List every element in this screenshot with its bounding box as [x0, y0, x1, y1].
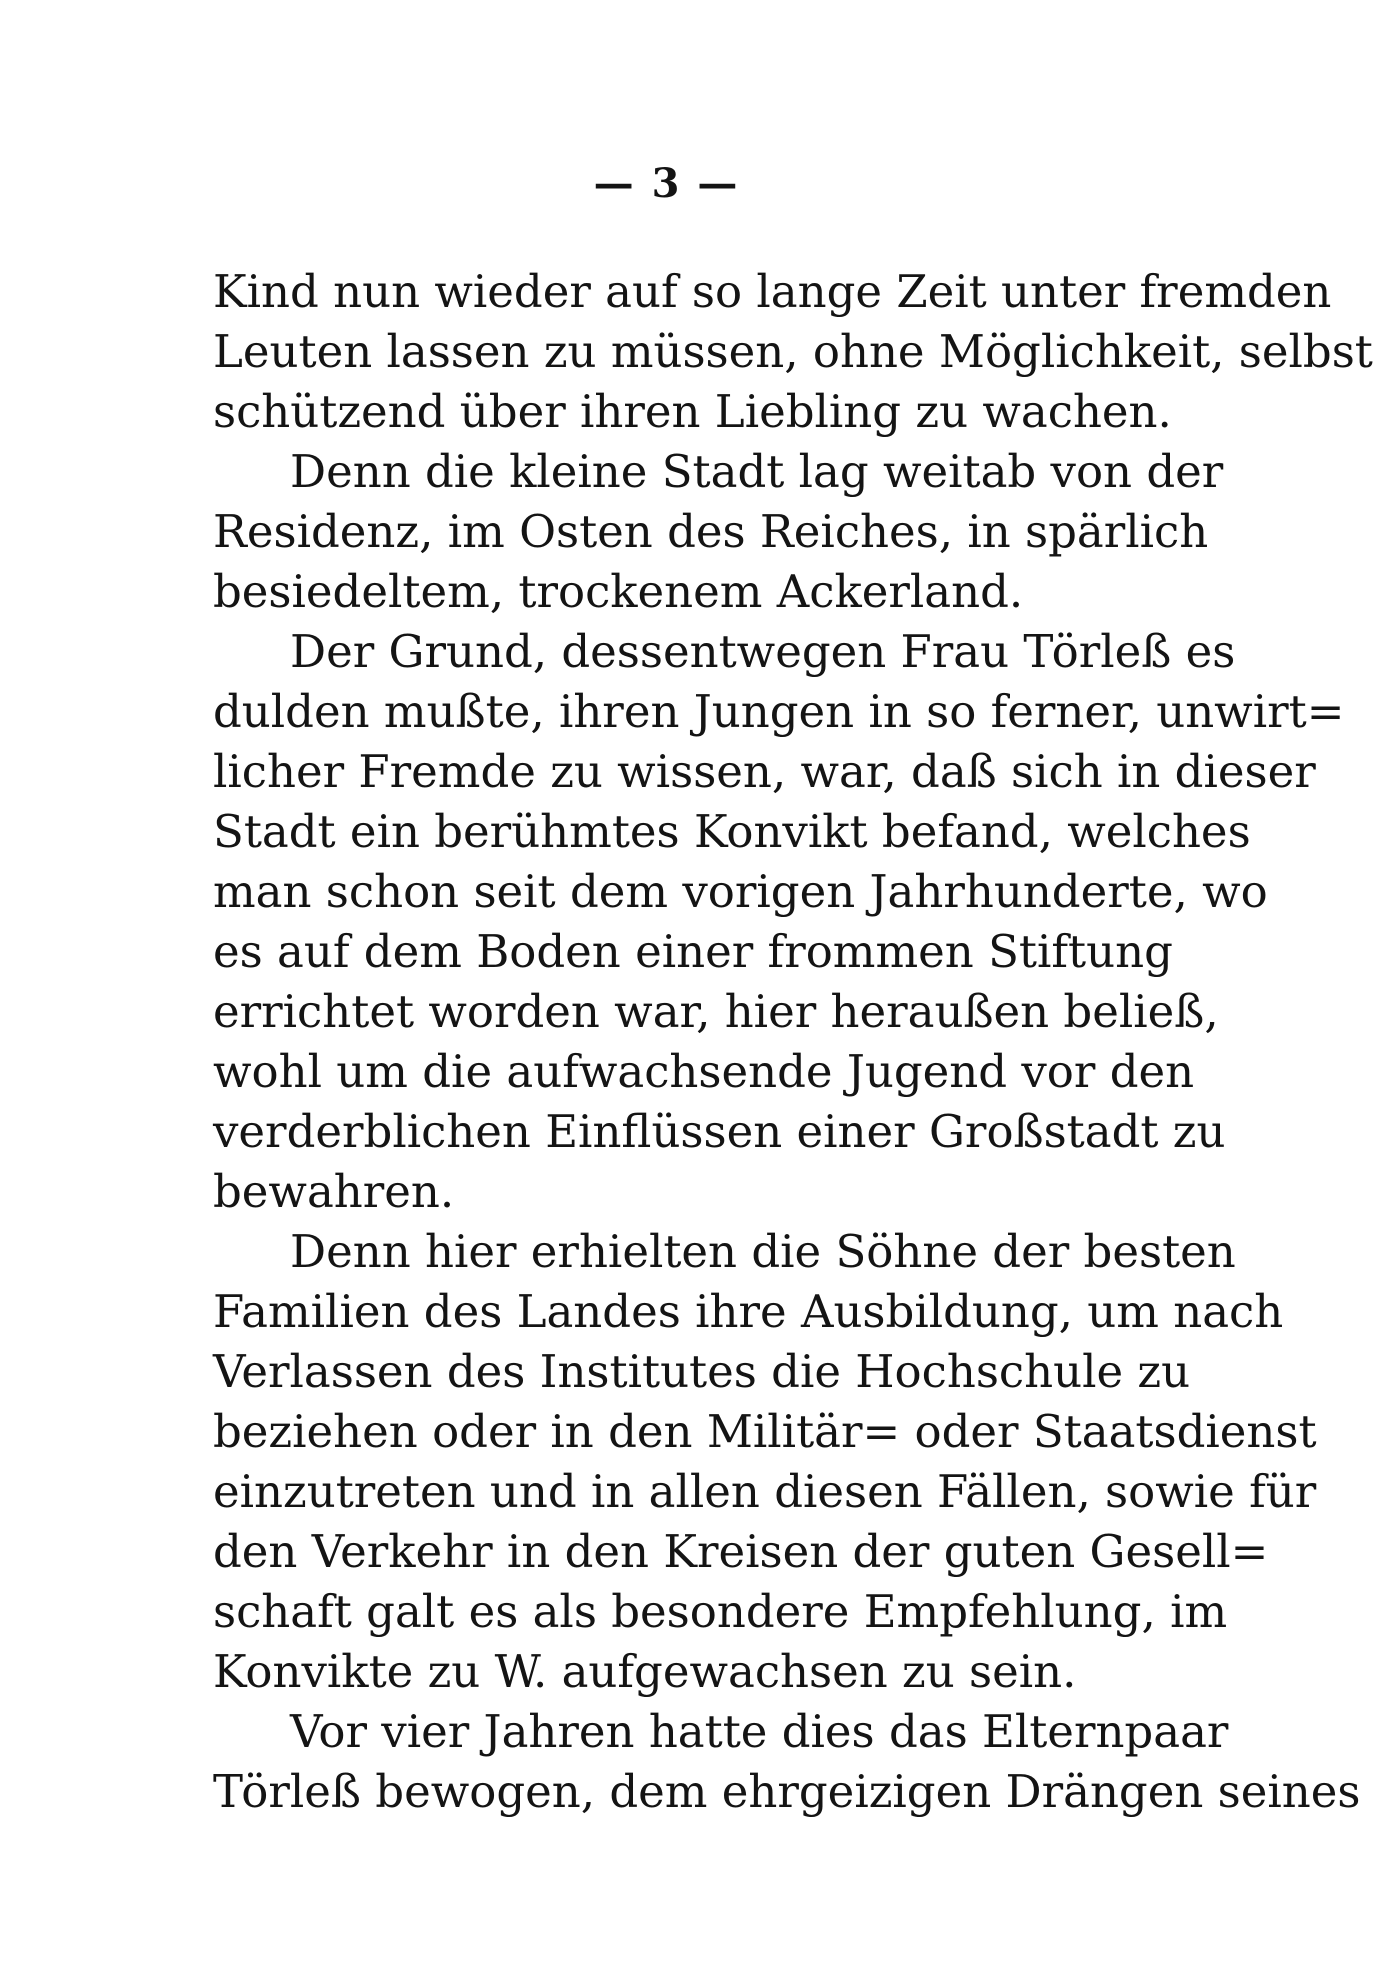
- text-line: es auf dem Boden einer frommen Stiftung: [213, 925, 1173, 978]
- text-line: Konvikte zu W. aufgewachsen zu sein.: [213, 1645, 1077, 1698]
- text-line: besiedeltem, trockenem Ackerland.: [213, 565, 1024, 618]
- text-line: licher Fremde zu wissen, war, daß sich in dieser: [213, 745, 1316, 798]
- text-line: schützend über ihren Liebling zu wachen.: [213, 385, 1172, 438]
- text-line: dulden mußte, ihren Jungen in so ferner, unwirt=: [213, 685, 1345, 738]
- text-line: den Verkehr in den Kreisen der guten Gesell=: [213, 1525, 1269, 1578]
- text-line: Stadt ein berühmtes Konvikt befand, welches: [213, 805, 1251, 858]
- text-line: beziehen oder in den Militär= oder Staatsdienst: [213, 1405, 1317, 1458]
- text-line: Denn hier erhielten die Söhne der besten: [290, 1225, 1236, 1278]
- text-line: errichtet worden war, hier heraußen beließ,: [213, 985, 1219, 1038]
- text-line: Kind nun wieder auf so lange Zeit unter fremden: [213, 265, 1332, 318]
- text-line: schaft galt es als besondere Empfehlung, im: [213, 1585, 1228, 1638]
- page-number: — 3 —: [593, 160, 740, 207]
- text-line: einzutreten und in allen diesen Fällen, sowie für: [213, 1465, 1317, 1518]
- text-line: Residenz, im Osten des Reiches, in spärlich: [213, 505, 1209, 558]
- text-line: Denn die kleine Stadt lag weitab von der: [290, 445, 1224, 498]
- text-line: bewahren.: [213, 1165, 455, 1218]
- text-line: Der Grund, dessentwegen Frau Törleß es: [290, 625, 1236, 678]
- text-line: man schon seit dem vorigen Jahrhunderte, wo: [213, 865, 1268, 918]
- text-line: wohl um die aufwachsende Jugend vor den: [213, 1045, 1195, 1098]
- text-line: Vor vier Jahren hatte dies das Elternpaar: [290, 1705, 1229, 1758]
- text-line: Familien des Landes ihre Ausbildung, um nach: [213, 1285, 1284, 1338]
- text-line: verderblichen Einflüssen einer Großstadt zu: [213, 1105, 1226, 1158]
- text-line: Törleß bewogen, dem ehrgeizigen Drängen seines: [213, 1765, 1361, 1818]
- text-line: Verlassen des Institutes die Hochschule zu: [213, 1345, 1191, 1398]
- body-text: [213, 262, 1373, 1822]
- text-line: Leuten lassen zu müssen, ohne Möglichkeit, selbst: [213, 325, 1373, 378]
